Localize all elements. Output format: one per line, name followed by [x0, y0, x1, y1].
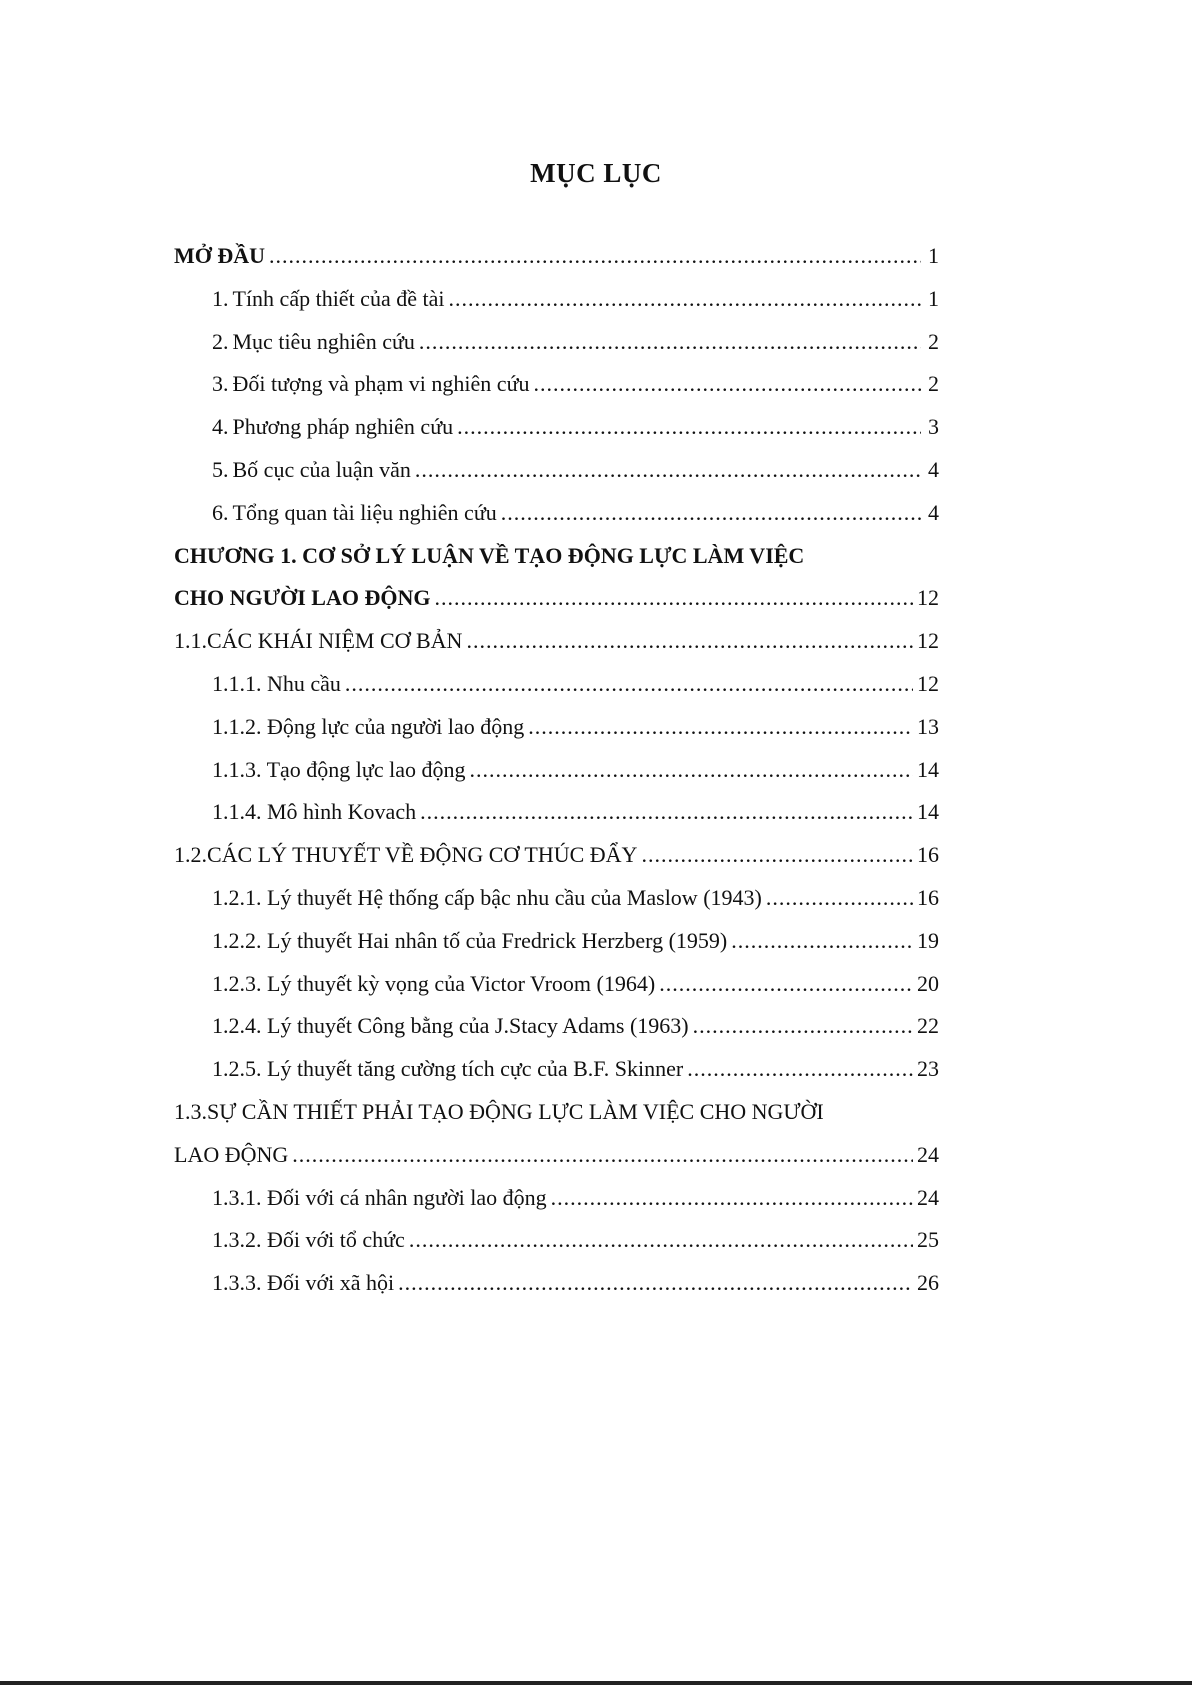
toc-entry-text: Bố cục của luận văn — [232, 456, 411, 482]
toc-page-number: 23 — [917, 1056, 939, 1082]
toc-dot-leader — [345, 671, 913, 697]
toc-entry[interactable] — [174, 329, 939, 372]
toc-entry[interactable] — [174, 628, 939, 671]
toc-entry-text: CHO NGƯỜI LAO ĐỘNG — [174, 585, 431, 611]
toc-entry-text: Tổng quan tài liệu nghiên cứu — [232, 499, 497, 525]
table-of-contents — [174, 243, 939, 1313]
toc-entry-text: 1.3.1. Đối với cá nhân người lao động — [212, 1184, 547, 1210]
toc-entry-text: MỞ ĐẦU — [174, 243, 266, 268]
toc-entry[interactable] — [174, 1142, 939, 1185]
toc-page-number: 20 — [917, 970, 939, 996]
toc-entry-text: 1.1.CÁC KHÁI NIỆM CƠ BẢN — [174, 628, 463, 654]
toc-page-number: 12 — [917, 628, 939, 654]
toc-entry-text: 1.2.2. Lý thuyết Hai nhân tố của Fredrick Herzberg (1959) — [212, 927, 728, 953]
toc-entry-number: 2. — [212, 328, 229, 354]
toc-dot-leader — [766, 885, 913, 911]
toc-entry[interactable] — [174, 671, 939, 714]
toc-page-number: 4 — [928, 456, 939, 482]
toc-entry-text: Phương pháp nghiên cứu — [232, 414, 454, 440]
toc-entry-text: 1.3.SỰ CẦN THIẾT PHẢI TẠO ĐỘNG LỰC LÀM VIỆC CHO NGƯỜI — [174, 1098, 824, 1124]
toc-page-number: 24 — [917, 1141, 939, 1167]
toc-dot-leader — [693, 1013, 913, 1039]
toc-entry[interactable] — [174, 1013, 939, 1056]
toc-entry-number: 3. — [212, 371, 229, 397]
toc-entry[interactable] — [174, 243, 939, 286]
toc-entry-text: 1.1.4. Mô hình Kovach — [212, 799, 417, 825]
toc-entry-text: Tính cấp thiết của đề tài — [232, 285, 445, 311]
toc-dot-leader — [551, 1185, 913, 1211]
toc-page-number: 1 — [928, 243, 939, 268]
toc-dot-leader — [434, 585, 913, 611]
toc-entry[interactable] — [174, 1185, 939, 1228]
toc-dot-leader — [534, 371, 922, 397]
toc-title: MỤC LỤC — [530, 158, 662, 188]
toc-dot-leader — [469, 757, 913, 783]
toc-entry[interactable] — [174, 457, 939, 500]
toc-dot-leader — [419, 329, 921, 355]
toc-entry-text: CHƯƠNG 1. CƠ SỞ LÝ LUẬN VỀ TẠO ĐỘNG LỰC LÀM VIỆC — [174, 542, 805, 568]
toc-entry[interactable] — [174, 1227, 939, 1270]
toc-entry[interactable] — [174, 1056, 939, 1099]
toc-dot-leader — [269, 243, 921, 269]
toc-dot-leader — [415, 457, 921, 483]
toc-entry-text: Mục tiêu nghiên cứu — [232, 328, 415, 354]
toc-dot-leader — [528, 714, 913, 740]
toc-page-number: 16 — [917, 884, 939, 910]
toc-entry[interactable] — [174, 928, 939, 971]
toc-entry-text: 1.2.4. Lý thuyết Công bằng của J.Stacy Adams (1963) — [212, 1013, 689, 1039]
toc-entry[interactable] — [174, 585, 939, 628]
toc-page-number: 2 — [928, 328, 939, 354]
toc-page-number: 4 — [928, 499, 939, 525]
toc-dot-leader — [448, 286, 921, 312]
toc-entry-number: 1. — [212, 285, 229, 311]
toc-page-number: 22 — [917, 1013, 939, 1039]
toc-entry[interactable] — [174, 543, 939, 586]
toc-entry[interactable] — [174, 799, 939, 842]
toc-page-number: 1 — [928, 285, 939, 311]
toc-entry[interactable] — [174, 414, 939, 457]
toc-entry[interactable] — [174, 757, 939, 800]
toc-entry-text: LAO ĐỘNG — [174, 1141, 289, 1167]
toc-dot-leader — [292, 1142, 913, 1168]
toc-entry[interactable] — [174, 371, 939, 414]
toc-entry-number: 6. — [212, 499, 229, 525]
toc-page-number: 24 — [917, 1184, 939, 1210]
toc-entry[interactable] — [174, 1099, 939, 1142]
toc-entry-text: 1.1.1. Nhu cầu — [212, 670, 341, 696]
toc-page-number: 3 — [928, 414, 939, 440]
toc-page-number: 12 — [917, 585, 939, 611]
toc-entry-number: 4. — [212, 414, 229, 440]
toc-entry-number: 5. — [212, 456, 229, 482]
toc-entry-text: 1.2.CÁC LÝ THUYẾT VỀ ĐỘNG CƠ THÚC ĐẨY — [174, 842, 638, 868]
toc-entry[interactable] — [174, 714, 939, 757]
toc-entry[interactable] — [174, 842, 939, 885]
toc-dot-leader — [659, 971, 913, 997]
toc-entry[interactable] — [174, 971, 939, 1014]
page-bottom-edge — [0, 1681, 1192, 1685]
toc-dot-leader — [398, 1270, 913, 1296]
toc-entry[interactable] — [174, 286, 939, 329]
toc-dot-leader — [466, 628, 913, 654]
toc-entry-text: 1.1.2. Động lực của người lao động — [212, 713, 525, 739]
toc-entry-text: 1.1.3. Tạo động lực lao động — [212, 756, 466, 782]
toc-entry-text: Đối tượng và phạm vi nghiên cứu — [232, 371, 530, 397]
toc-dot-leader — [457, 414, 921, 440]
toc-dot-leader — [420, 799, 913, 825]
toc-page-number: 13 — [917, 713, 939, 739]
toc-entry-text: 1.3.3. Đối với xã hội — [212, 1270, 395, 1296]
toc-entry[interactable] — [174, 500, 939, 543]
toc-entry-text: 1.3.2. Đối với tổ chức — [212, 1227, 405, 1253]
toc-dot-leader — [501, 500, 921, 526]
toc-dot-leader — [409, 1227, 913, 1253]
toc-entry-text: 1.2.1. Lý thuyết Hệ thống cấp bậc nhu cầu của Maslow (1943) — [212, 884, 762, 910]
toc-page-number: 25 — [917, 1227, 939, 1253]
toc-page-number: 14 — [917, 756, 939, 782]
toc-entry-text: 1.2.5. Lý thuyết tăng cường tích cực của B.F. Skinner — [212, 1056, 684, 1082]
toc-dot-leader — [641, 842, 913, 868]
toc-page-number: 19 — [917, 927, 939, 953]
toc-page-number: 26 — [917, 1270, 939, 1296]
toc-page-number: 14 — [917, 799, 939, 825]
toc-page-number: 12 — [917, 670, 939, 696]
toc-page-number: 16 — [917, 842, 939, 868]
toc-dot-leader — [687, 1056, 913, 1082]
toc-entry[interactable] — [174, 1270, 939, 1313]
toc-dot-leader — [731, 928, 913, 954]
toc-entry-text: 1.2.3. Lý thuyết kỳ vọng của Victor Vroom (1964) — [212, 970, 656, 996]
toc-entry[interactable] — [174, 885, 939, 928]
toc-page-number: 2 — [928, 371, 939, 397]
